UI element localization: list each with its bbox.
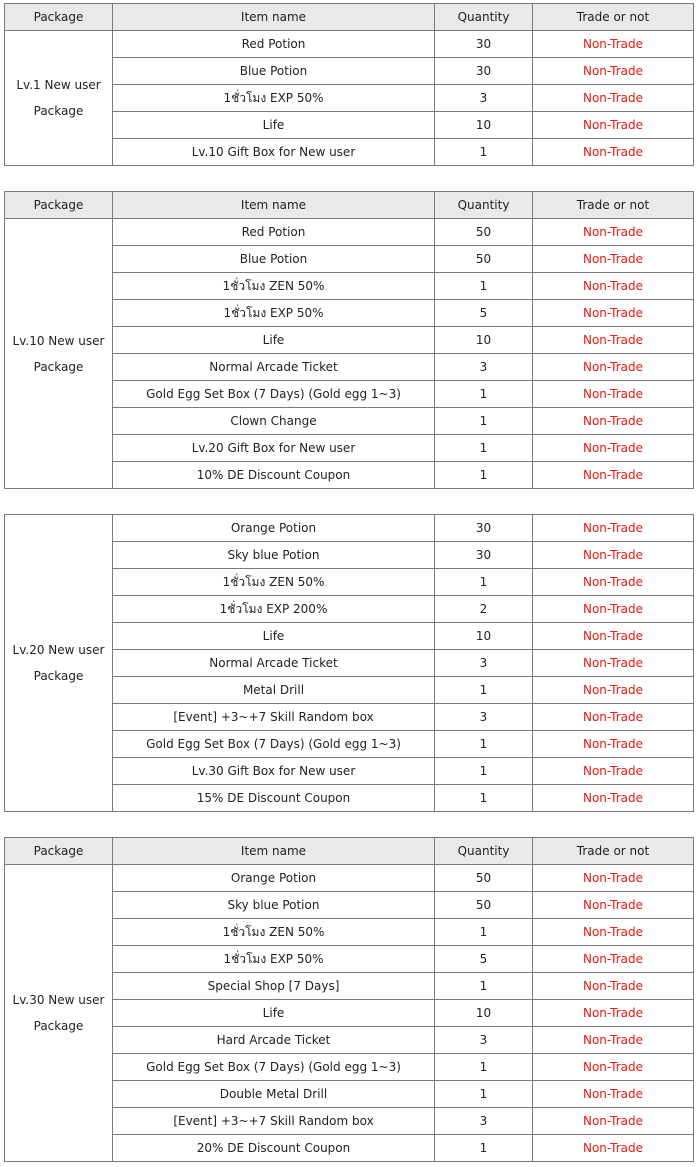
package-table-lv1 — [4, 3, 694, 166]
trade-status-cell: Non-Trade — [533, 623, 694, 650]
trade-status-cell: Non-Trade — [533, 1108, 694, 1135]
header-quantity: Quantity — [435, 838, 533, 865]
trade-status-cell: Non-Trade — [533, 246, 694, 273]
package-name-line: Package — [33, 104, 84, 118]
trade-status-cell: Non-Trade — [533, 1027, 694, 1054]
item-name-cell: Metal Drill — [113, 677, 435, 704]
header-trade-or-not: Trade or not — [533, 192, 694, 219]
item-name-cell: Clown Change — [113, 408, 435, 435]
quantity-cell: 1 — [435, 435, 533, 462]
trade-status-cell: Non-Trade — [533, 1054, 694, 1081]
item-name-cell: 1ชั่วโมง EXP 50% — [113, 300, 435, 327]
item-name-cell: Blue Potion — [113, 58, 435, 85]
item-name-cell: Sky blue Potion — [113, 542, 435, 569]
quantity-cell: 30 — [435, 515, 533, 542]
quantity-cell: 3 — [435, 1108, 533, 1135]
trade-status-cell: Non-Trade — [533, 542, 694, 569]
item-name-cell: 1ชั่วโมง ZEN 50% — [113, 569, 435, 596]
quantity-cell: 1 — [435, 139, 533, 166]
item-name-cell: Sky blue Potion — [113, 892, 435, 919]
quantity-cell: 1 — [435, 785, 533, 812]
quantity-cell: 1 — [435, 919, 533, 946]
package-name-cell — [5, 865, 113, 1162]
header-item-name: Item name — [113, 838, 435, 865]
item-name-cell: Hard Arcade Ticket — [113, 1027, 435, 1054]
item-name-cell: Red Potion — [113, 31, 435, 58]
quantity-cell: 1 — [435, 408, 533, 435]
package-table-lv10 — [4, 191, 694, 489]
package-table-lv30 — [4, 837, 694, 1162]
trade-status-cell: Non-Trade — [533, 731, 694, 758]
item-name-cell: 1ชั่วโมง ZEN 50% — [113, 273, 435, 300]
trade-status-cell: Non-Trade — [533, 569, 694, 596]
item-name-cell: Double Metal Drill — [113, 1081, 435, 1108]
item-name-cell: 1ชั่วโมง EXP 50% — [113, 85, 435, 112]
trade-status-cell: Non-Trade — [533, 973, 694, 1000]
header-package: Package — [5, 4, 113, 31]
item-name-cell: Life — [113, 623, 435, 650]
quantity-cell: 10 — [435, 623, 533, 650]
quantity-cell: 30 — [435, 31, 533, 58]
quantity-cell: 30 — [435, 58, 533, 85]
quantity-cell: 3 — [435, 85, 533, 112]
item-name-cell: 1ชั่วโมง ZEN 50% — [113, 919, 435, 946]
quantity-cell: 50 — [435, 892, 533, 919]
item-name-cell: [Event] +3~+7 Skill Random box — [113, 1108, 435, 1135]
trade-status-cell: Non-Trade — [533, 704, 694, 731]
trade-status-cell: Non-Trade — [533, 785, 694, 812]
item-name-cell: Gold Egg Set Box (7 Days) (Gold egg 1~3) — [113, 731, 435, 758]
package-name-cell — [5, 31, 113, 166]
trade-status-cell: Non-Trade — [533, 758, 694, 785]
package-name-line: Lv.1 New user — [16, 78, 101, 92]
item-name-cell: 10% DE Discount Coupon — [113, 462, 435, 489]
header-package: Package — [5, 192, 113, 219]
quantity-cell: 3 — [435, 1027, 533, 1054]
quantity-cell: 1 — [435, 758, 533, 785]
item-name-cell: Lv.20 Gift Box for New user — [113, 435, 435, 462]
quantity-cell: 1 — [435, 381, 533, 408]
trade-status-cell: Non-Trade — [533, 650, 694, 677]
quantity-cell: 5 — [435, 946, 533, 973]
header-quantity: Quantity — [435, 192, 533, 219]
header-row — [5, 192, 694, 219]
trade-status-cell: Non-Trade — [533, 327, 694, 354]
table-row — [5, 865, 694, 892]
item-name-cell: Orange Potion — [113, 865, 435, 892]
header-item-name: Item name — [113, 4, 435, 31]
trade-status-cell: Non-Trade — [533, 408, 694, 435]
trade-status-cell: Non-Trade — [533, 677, 694, 704]
trade-status-cell: Non-Trade — [533, 1135, 694, 1162]
table-row — [5, 219, 694, 246]
quantity-cell: 1 — [435, 273, 533, 300]
header-row — [5, 4, 694, 31]
quantity-cell: 30 — [435, 542, 533, 569]
quantity-cell: 3 — [435, 354, 533, 381]
trade-status-cell: Non-Trade — [533, 300, 694, 327]
item-name-cell: Normal Arcade Ticket — [113, 354, 435, 381]
item-name-cell: 1ชั่วโมง EXP 50% — [113, 946, 435, 973]
quantity-cell: 1 — [435, 569, 533, 596]
trade-status-cell: Non-Trade — [533, 946, 694, 973]
quantity-cell: 10 — [435, 1000, 533, 1027]
quantity-cell: 3 — [435, 704, 533, 731]
header-quantity: Quantity — [435, 4, 533, 31]
header-row — [5, 838, 694, 865]
item-name-cell: Lv.30 Gift Box for New user — [113, 758, 435, 785]
quantity-cell: 10 — [435, 112, 533, 139]
item-name-cell: Life — [113, 1000, 435, 1027]
quantity-cell: 2 — [435, 596, 533, 623]
trade-status-cell: Non-Trade — [533, 865, 694, 892]
item-name-cell: 20% DE Discount Coupon — [113, 1135, 435, 1162]
quantity-cell: 50 — [435, 219, 533, 246]
trade-status-cell: Non-Trade — [533, 919, 694, 946]
trade-status-cell: Non-Trade — [533, 435, 694, 462]
trade-status-cell: Non-Trade — [533, 596, 694, 623]
item-name-cell: Lv.10 Gift Box for New user — [113, 139, 435, 166]
quantity-cell: 5 — [435, 300, 533, 327]
quantity-cell: 1 — [435, 462, 533, 489]
package-name-line: Lv.20 New user — [12, 643, 105, 657]
quantity-cell: 1 — [435, 1135, 533, 1162]
package-name-line: Package — [33, 1019, 84, 1033]
package-table-lv20 — [4, 514, 694, 812]
table-row — [5, 515, 694, 542]
item-name-cell: 1ชั่วโมง EXP 200% — [113, 596, 435, 623]
quantity-cell: 1 — [435, 973, 533, 1000]
item-name-cell: Orange Potion — [113, 515, 435, 542]
package-name-cell — [5, 219, 113, 489]
trade-status-cell: Non-Trade — [533, 85, 694, 112]
trade-status-cell: Non-Trade — [533, 273, 694, 300]
trade-status-cell: Non-Trade — [533, 1081, 694, 1108]
item-name-cell: Gold Egg Set Box (7 Days) (Gold egg 1~3) — [113, 381, 435, 408]
trade-status-cell: Non-Trade — [533, 381, 694, 408]
header-item-name: Item name — [113, 192, 435, 219]
trade-status-cell: Non-Trade — [533, 1000, 694, 1027]
header-package: Package — [5, 838, 113, 865]
quantity-cell: 50 — [435, 246, 533, 273]
header-trade-or-not: Trade or not — [533, 4, 694, 31]
trade-status-cell: Non-Trade — [533, 58, 694, 85]
quantity-cell: 1 — [435, 731, 533, 758]
trade-status-cell: Non-Trade — [533, 219, 694, 246]
package-name-line: Package — [33, 359, 84, 374]
item-name-cell: Blue Potion — [113, 246, 435, 273]
item-name-cell: 15% DE Discount Coupon — [113, 785, 435, 812]
quantity-cell: 10 — [435, 327, 533, 354]
trade-status-cell: Non-Trade — [533, 515, 694, 542]
item-name-cell: Life — [113, 327, 435, 354]
trade-status-cell: Non-Trade — [533, 354, 694, 381]
package-name-line: Lv.30 New user — [12, 993, 105, 1007]
package-name-cell — [5, 515, 113, 812]
package-name-line: Lv.10 New user — [12, 333, 105, 348]
item-name-cell: Life — [113, 112, 435, 139]
quantity-cell: 1 — [435, 1054, 533, 1081]
trade-status-cell: Non-Trade — [533, 139, 694, 166]
trade-status-cell: Non-Trade — [533, 112, 694, 139]
quantity-cell: 1 — [435, 1081, 533, 1108]
quantity-cell: 3 — [435, 650, 533, 677]
package-name-line: Package — [33, 669, 84, 683]
item-name-cell: Red Potion — [113, 219, 435, 246]
item-name-cell: [Event] +3~+7 Skill Random box — [113, 704, 435, 731]
item-name-cell: Special Shop [7 Days] — [113, 973, 435, 1000]
item-name-cell: Gold Egg Set Box (7 Days) (Gold egg 1~3) — [113, 1054, 435, 1081]
trade-status-cell: Non-Trade — [533, 462, 694, 489]
trade-status-cell: Non-Trade — [533, 892, 694, 919]
quantity-cell: 50 — [435, 865, 533, 892]
trade-status-cell: Non-Trade — [533, 31, 694, 58]
header-trade-or-not: Trade or not — [533, 838, 694, 865]
table-row — [5, 31, 694, 58]
quantity-cell: 1 — [435, 677, 533, 704]
item-name-cell: Normal Arcade Ticket — [113, 650, 435, 677]
